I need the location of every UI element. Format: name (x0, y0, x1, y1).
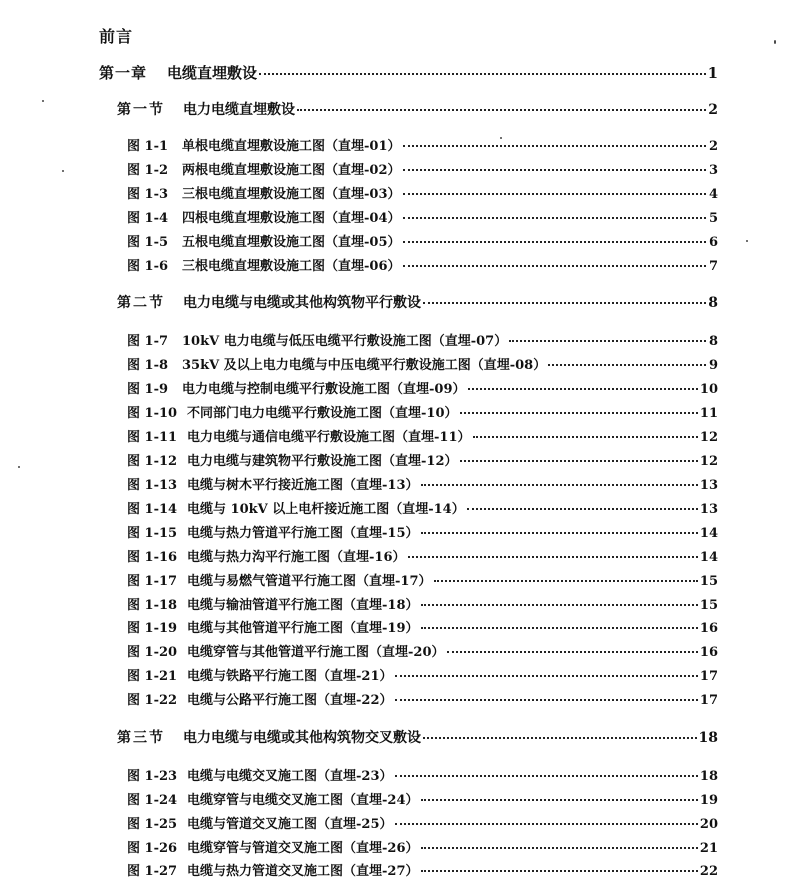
figure-title: 电缆与输油管道平行施工图（直埋-18） (187, 598, 419, 613)
dot-leader (460, 412, 698, 414)
figure-number: 图 1-6 (127, 259, 169, 274)
figure-number: 图 1-1 (127, 139, 169, 154)
page-number: 5 (708, 211, 718, 226)
toc-entry-figure-1-12 (127, 450, 718, 469)
page-number: 13 (699, 478, 718, 493)
toc-entry-figure-1-27 (127, 860, 718, 879)
figure-number: 图 1-18 (127, 598, 178, 613)
dot-leader (403, 241, 707, 243)
dot-leader (421, 627, 698, 629)
figure-number: 图 1-21 (127, 669, 178, 684)
chapter-number: 第一章 (99, 64, 148, 82)
figure-number: 图 1-20 (127, 645, 178, 660)
toc-entry-figure-1-2 (127, 159, 718, 178)
dot-leader (421, 532, 698, 534)
chapter-title: 电缆直埋敷设 (167, 64, 258, 82)
dot-leader (403, 265, 707, 267)
figure-number: 图 1-2 (127, 163, 169, 178)
page-number: 14 (699, 550, 718, 565)
figure-title: 电缆穿管与电缆交叉施工图（直埋-24） (187, 793, 419, 808)
figure-title: 电缆与管道交叉施工图（直埋-25） (187, 817, 393, 832)
dot-leader (395, 775, 698, 777)
figure-title: 10kV 电力电缆与低压电缆平行敷设施工图（直埋-07） (182, 334, 508, 349)
toc-entry-section-2 (117, 292, 718, 312)
dot-leader (408, 556, 698, 558)
figure-title: 四根电缆直埋敷设施工图（直埋-04） (182, 211, 401, 226)
dot-leader (403, 193, 707, 195)
dot-leader (421, 604, 698, 606)
page-number: 3 (708, 163, 718, 178)
toc-entry-figure-1-14 (127, 498, 718, 517)
figure-number: 图 1-22 (127, 693, 178, 708)
figure-title: 电缆与 10kV 以上电杆接近施工图（直埋-14） (187, 502, 465, 517)
scan-speck (62, 170, 64, 172)
figure-number: 图 1-14 (127, 502, 178, 517)
dot-leader (468, 388, 698, 390)
toc-entry-section-3 (117, 727, 718, 747)
page-number: 9 (708, 358, 718, 373)
dot-leader (421, 484, 698, 486)
page-number: 15 (699, 598, 718, 613)
figure-number: 图 1-17 (127, 574, 178, 589)
toc-entry-figure-1-11 (127, 426, 718, 445)
dot-leader (395, 823, 698, 825)
page-number: 16 (699, 645, 718, 660)
dot-leader (403, 217, 707, 219)
dot-leader (447, 651, 698, 653)
toc-entry-figure-1-5 (127, 231, 718, 250)
figure-number: 图 1-27 (127, 864, 178, 879)
foreword-heading: 前言 (99, 27, 134, 46)
figure-title: 不同部门电力电缆平行敷设施工图（直埋-10） (187, 406, 458, 421)
figure-number: 图 1-11 (127, 430, 178, 445)
dot-leader (423, 302, 706, 304)
figure-title: 三根电缆直埋敷设施工图（直埋-06） (182, 259, 401, 274)
page-number: 17 (699, 693, 718, 708)
dot-leader (548, 364, 706, 366)
page-number: 2 (708, 102, 718, 118)
section-number: 第二节 (117, 295, 165, 311)
figure-title: 电缆与公路平行施工图（直埋-22） (187, 693, 393, 708)
page-number: 22 (699, 864, 718, 879)
page-number: 13 (699, 502, 718, 517)
dot-leader (473, 436, 698, 438)
section-title: 电力电缆与电缆或其他构筑物平行敷设 (183, 295, 421, 311)
toc-entry-figure-1-16 (127, 546, 718, 565)
toc-entry-figure-1-18 (127, 594, 718, 613)
figure-title: 电力电缆与控制电缆平行敷设施工图（直埋-09） (182, 382, 466, 397)
dot-leader (395, 675, 698, 677)
figure-number: 图 1-9 (127, 382, 169, 397)
scan-speck (774, 40, 776, 44)
toc-entry-figure-1-22 (127, 689, 718, 708)
section-number: 第三节 (117, 730, 165, 746)
page-number: 7 (708, 259, 718, 274)
page-number: 19 (699, 793, 718, 808)
page-number: 12 (699, 430, 718, 445)
toc-entry-figure-1-9 (127, 378, 718, 397)
figure-title: 电缆与易燃气管道平行施工图（直埋-17） (187, 574, 432, 589)
figure-title: 三根电缆直埋敷设施工图（直埋-03） (182, 187, 401, 202)
figure-number: 图 1-24 (127, 793, 178, 808)
figure-number: 图 1-5 (127, 235, 169, 250)
dot-leader (297, 109, 706, 111)
figure-title: 电缆与铁路平行施工图（直埋-21） (187, 669, 393, 684)
figure-title: 电缆与电缆交叉施工图（直埋-23） (187, 769, 393, 784)
page-number: 15 (699, 574, 718, 589)
dot-leader (421, 847, 698, 849)
figure-title: 单根电缆直埋敷设施工图（直埋-01） (182, 139, 401, 154)
figure-number: 图 1-13 (127, 478, 178, 493)
toc-entry-figure-1-15 (127, 522, 718, 541)
page-number: 4 (708, 187, 718, 202)
toc-entry-figure-1-7 (127, 330, 718, 349)
figure-title: 电力电缆与通信电缆平行敷设施工图（直埋-11） (187, 430, 471, 445)
scan-speck (42, 100, 44, 102)
toc-entry-figure-1-6 (127, 255, 718, 274)
toc-entry-figure-1-21 (127, 665, 718, 684)
figure-number: 图 1-8 (127, 358, 169, 373)
figure-number: 图 1-16 (127, 550, 178, 565)
page-number: 12 (699, 454, 718, 469)
figure-title: 电缆与其他管道平行施工图（直埋-19） (187, 621, 419, 636)
page-number: 17 (699, 669, 718, 684)
figure-title: 电力电缆与建筑物平行敷设施工图（直埋-12） (187, 454, 458, 469)
figure-title: 电缆穿管与其他管道平行施工图（直埋-20） (187, 645, 445, 660)
dot-leader (259, 73, 706, 75)
figure-number: 图 1-26 (127, 841, 178, 856)
section-number: 第一节 (117, 102, 165, 118)
dot-leader (434, 580, 698, 582)
figure-title: 电缆与热力管道平行施工图（直埋-15） (187, 526, 419, 541)
page-number: 8 (708, 295, 718, 311)
dot-leader (467, 508, 698, 510)
toc-entry-figure-1-24 (127, 789, 718, 808)
page-number: 18 (698, 730, 718, 746)
page-number: 6 (708, 235, 718, 250)
page-number: 2 (708, 139, 718, 154)
dot-leader (403, 169, 707, 171)
figure-number: 图 1-15 (127, 526, 178, 541)
toc-entry-chapter-1 (99, 62, 718, 83)
section-title: 电力电缆与电缆或其他构筑物交叉敷设 (183, 730, 421, 746)
toc-entry-section-1 (117, 99, 718, 119)
page-number: 10 (699, 382, 718, 397)
toc-entry-figure-1-1 (127, 135, 718, 154)
page-number: 1 (707, 64, 718, 82)
dot-leader (421, 799, 698, 801)
page-number: 16 (699, 621, 718, 636)
figure-title: 电缆与树木平行接近施工图（直埋-13） (187, 478, 419, 493)
dot-leader (421, 870, 698, 872)
figure-number: 图 1-25 (127, 817, 178, 832)
figure-title: 35kV 及以上电力电缆与中压电缆平行敷设施工图（直埋-08） (182, 358, 547, 373)
scan-speck (500, 137, 502, 139)
scan-speck (18, 466, 20, 468)
toc-entry-figure-1-10 (127, 402, 718, 421)
page-number: 20 (699, 817, 718, 832)
page-number: 21 (699, 841, 718, 856)
figure-number: 图 1-10 (127, 406, 178, 421)
toc-entry-figure-1-23 (127, 765, 718, 784)
dot-leader (509, 340, 706, 342)
scan-speck (746, 240, 748, 242)
figure-title: 电缆与热力沟平行施工图（直埋-16） (187, 550, 406, 565)
figure-number: 图 1-4 (127, 211, 169, 226)
page-number: 18 (699, 769, 718, 784)
page-number: 8 (708, 334, 718, 349)
section-title: 电力电缆直埋敷设 (183, 102, 295, 118)
figure-number: 图 1-19 (127, 621, 178, 636)
dot-leader (403, 145, 707, 147)
figure-title: 电缆与热力管道交叉施工图（直埋-27） (187, 864, 419, 879)
toc-entry-figure-1-19 (127, 617, 718, 636)
figure-number: 图 1-23 (127, 769, 178, 784)
toc-entry-figure-1-26 (127, 837, 718, 856)
dot-leader (460, 460, 698, 462)
figure-title: 两根电缆直埋敷设施工图（直埋-02） (182, 163, 401, 178)
toc-entry-figure-1-25 (127, 813, 718, 832)
figure-title: 电缆穿管与管道交叉施工图（直埋-26） (187, 841, 419, 856)
toc-entry-figure-1-4 (127, 207, 718, 226)
figure-number: 图 1-3 (127, 187, 169, 202)
toc-entry-figure-1-20 (127, 641, 718, 660)
dot-leader (395, 699, 698, 701)
dot-leader (423, 737, 697, 739)
figure-number: 图 1-7 (127, 334, 169, 349)
toc-entry-figure-1-13 (127, 474, 718, 493)
figure-number: 图 1-12 (127, 454, 178, 469)
page-number: 11 (699, 406, 718, 421)
figure-title: 五根电缆直埋敷设施工图（直埋-05） (182, 235, 401, 250)
toc-entry-figure-1-17 (127, 570, 718, 589)
toc-entry-figure-1-3 (127, 183, 718, 202)
page-number: 14 (699, 526, 718, 541)
toc-entry-figure-1-8 (127, 354, 718, 373)
